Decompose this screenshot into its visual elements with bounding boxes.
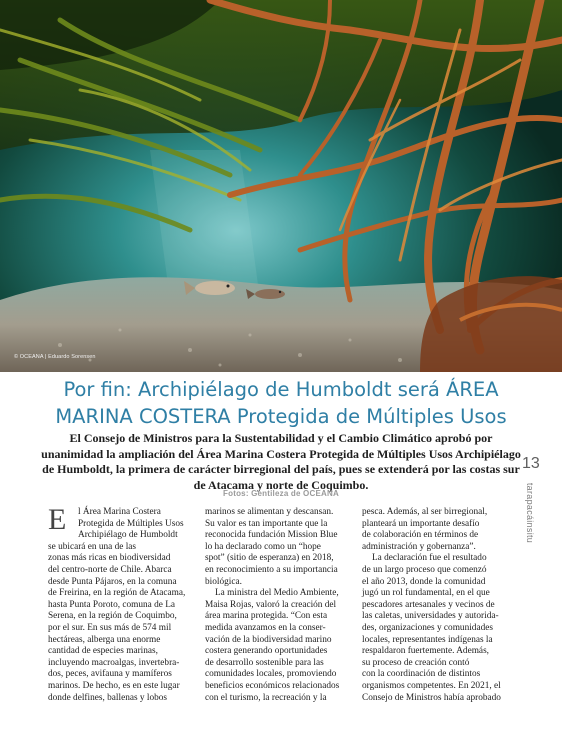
body-text-line: Consejo de Ministros había aprobado: [362, 692, 501, 703]
article-title: [0, 376, 562, 430]
body-text-line: en reconocimiento a su importancia: [205, 564, 338, 575]
kelp-forest-illustration: [0, 0, 562, 372]
body-text-line: lo ha declarado como un “hope: [205, 541, 321, 552]
body-text-line: de colaboración en términos de: [362, 530, 479, 541]
body-text-line: Maisa Rojas, valoró la creación del: [205, 599, 337, 610]
body-text-line: con el turismo, la recreación y la: [205, 692, 327, 703]
body-text-line: hasta Punta Poroto, comuna de La: [48, 599, 176, 610]
body-text-line: marinos se alimentan y descansan.: [205, 507, 334, 517]
article-title-line: Por fin: Archipiélago de Humboldt será ÁREA: [63, 378, 499, 401]
body-text-line: organismos competentes. En 2021, el: [362, 680, 501, 691]
photos-credit: Fotos: Gentileza de OCEANA: [223, 489, 339, 498]
body-text-line: zonas más ricas en biodiversidad: [48, 553, 171, 564]
body-text-line: comunidades locales, promoviendo: [205, 669, 337, 680]
body-text-line: área marina protegida. “Con esta: [205, 611, 328, 622]
body-text-line: Serena, en la región de Coquimbo,: [48, 611, 177, 622]
article-lead: El Consejo de Ministros para la Sustentabilidad y el Cambio Climático aprobó por unanimidad la ampliación del Área Marina Costera Protegida de Múltiples Usos Archipiélago de Humboldt, la primera de carácter birregional del país, pues se extenderá por las costas sur de Atacama y norte de Coquimbo.: [41, 431, 521, 492]
body-text-line: su proceso de creación contó: [362, 657, 470, 668]
body-text-line: las caletas, universidades y autorida-: [362, 611, 499, 622]
body-text-line: de desarrollo sostenible para las: [205, 657, 324, 668]
hero-photo: [0, 0, 562, 372]
body-text-line: por el sur. En sus más de 574 mil: [48, 622, 172, 633]
body-column-3: [362, 507, 512, 704]
body-text-line: hectáreas, alberga una enorme: [48, 634, 161, 645]
magazine-brand-text: tarapacáinsitu: [525, 482, 535, 544]
body-text-line: respaldaron fuertemente. Además,: [362, 646, 490, 657]
body-text-line: La ministra del Medio Ambiente,: [215, 588, 339, 599]
drop-cap: E: [48, 503, 67, 536]
page-number: 13: [522, 455, 540, 472]
body-text-line: l Área Marina Costera: [78, 507, 161, 517]
body-text-line: donde delfines, ballenas y lobos: [48, 692, 168, 703]
body-text-line: con la coordinación de distintos: [362, 669, 481, 680]
magazine-brand: [519, 482, 541, 544]
body-text-line: Archipiélago de Humboldt: [78, 530, 178, 541]
body-text-line: el año 2013, donde la comunidad: [362, 576, 486, 587]
body-text-line: cantidad de especies marinas,: [48, 646, 158, 657]
body-text-line: des, organizaciones y comunidades: [362, 622, 493, 633]
body-text-line: pescadores artesanales y vecinos de: [362, 599, 495, 610]
body-text-line: marinos. De hecho, es en este lugar: [48, 680, 180, 691]
body-text-line: Protegida de Múltiples Usos: [78, 518, 184, 529]
body-text-line: de un largo proceso que comenzó: [362, 564, 487, 575]
body-text-line: jugó un rol fundamental, en el que: [362, 588, 490, 599]
body-text-line: vación de la biodiversidad marino: [205, 634, 332, 645]
body-text-line: de Freirina, en la región de Atacama,: [48, 588, 186, 599]
photo-credit: © OCEANA | Eduardo Sorensen: [14, 354, 96, 360]
body-text-line: administración y gobernanza”.: [362, 541, 476, 552]
body-text-line: se ubicará en una de las: [48, 541, 137, 552]
body-text-line: reconocida fundación Mission Blue: [205, 530, 338, 541]
body-column-2: [205, 507, 353, 704]
body-text-line: pesca. Además, al ser birregional,: [362, 507, 488, 517]
body-text-line: medida avanzamos en la conser-: [205, 622, 326, 633]
body-text-line: dos, peces, avifauna y mamíferos: [48, 669, 172, 680]
body-text-line: del centro-norte de Chile. Abarca: [48, 564, 172, 575]
body-column-1: [48, 503, 198, 704]
body-text-line: beneficios económicos relacionados: [205, 680, 340, 691]
body-text-line: La declaración fue el resultado: [372, 553, 487, 564]
body-text-line: incluyendo macroalgas, invertebra-: [48, 657, 180, 668]
body-text-line: biológica.: [205, 576, 242, 587]
body-text-line: locales, representantes indígenas la: [362, 634, 493, 645]
body-text-line: Su valor es tan importante que la: [205, 518, 328, 529]
body-text-line: desde Punta Pájaros, en la comuna: [48, 576, 177, 587]
body-text-line: spot” (sitio de esperanza) en 2018,: [205, 553, 334, 564]
body-text-line: planteará un importante desafío: [362, 518, 480, 529]
body-text-line: costera generando oportunidades: [205, 646, 328, 657]
article-title-line: MARINA COSTERA Protegida de Múltiples Usos: [55, 405, 507, 428]
